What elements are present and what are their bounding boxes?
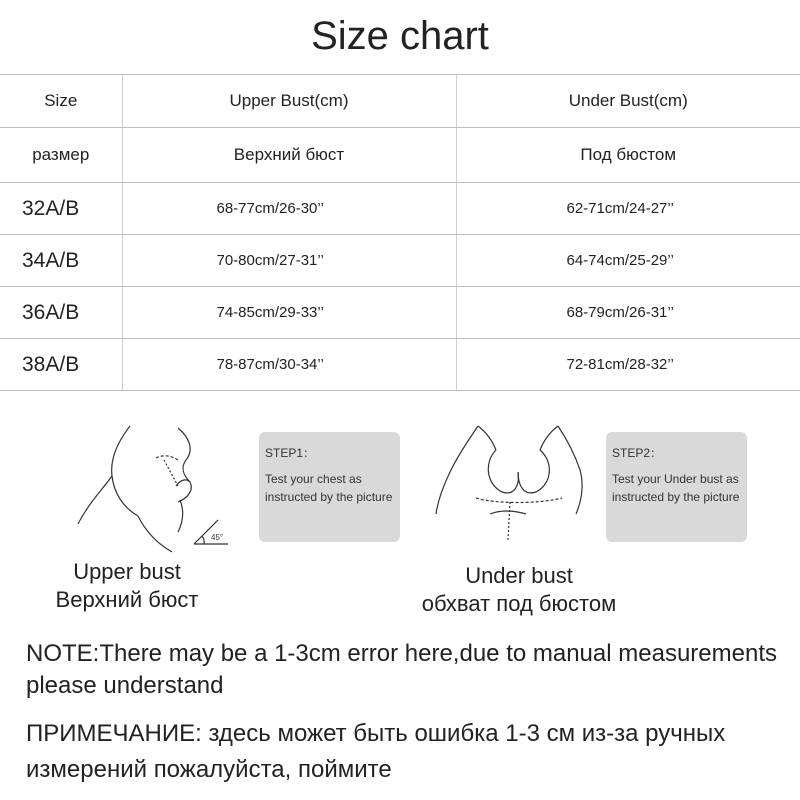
caption-upper-bust-en: Upper bust [73, 559, 181, 584]
tape-line [164, 460, 178, 486]
upper-bust-cell: 74-85cm/29-33’’ [122, 287, 456, 339]
lower-outline [138, 516, 172, 552]
size-cell: 32A/B [0, 183, 122, 235]
table-row [0, 183, 800, 235]
hands-outline [490, 511, 526, 514]
header-size: Size [0, 75, 122, 128]
table-header-row [0, 75, 800, 128]
shoulder-right [540, 426, 558, 450]
caption-upper-bust [30, 558, 224, 614]
step1-box [259, 432, 400, 542]
size-cell: 36A/B [0, 287, 122, 339]
table-row [0, 339, 800, 391]
left-arm-outline [436, 426, 478, 514]
header-size-ru: размер [0, 128, 122, 183]
note-english: NOTE:There may be a 1-3cm error here,due to manual measurements please understand [26, 640, 777, 699]
under-bust-cell: 68-79cm/26-31’’ [456, 287, 800, 339]
header-upper-bust: Upper Bust(cm) [122, 75, 456, 128]
body-outline-left [112, 426, 138, 516]
header-under-bust-ru: Под бюстом [456, 128, 800, 183]
caption-under-bust-ru: обхват под бюстом [421, 591, 617, 616]
table-row [0, 235, 800, 287]
tape-under [476, 498, 562, 503]
page-title: Size chart [311, 14, 489, 58]
size-cell: 34A/B [0, 235, 122, 287]
upper-bust-cell: 78-87cm/30-34’’ [122, 339, 456, 391]
shoulder-left [478, 426, 496, 450]
table-row [0, 287, 800, 339]
caption-under-bust-en: Under bust [465, 563, 573, 588]
step1-text: Test your chest as instructed by the picture [265, 472, 393, 504]
right-arm-outline [558, 426, 582, 514]
angle-arc [202, 536, 204, 544]
under-bust-cell: 62-71cm/24-27’’ [456, 183, 800, 235]
header-upper-bust-ru: Верхний бюст [122, 128, 456, 183]
upper-bust-cell: 70-80cm/27-31’’ [122, 235, 456, 287]
step2-box [606, 432, 747, 542]
angle-label: 45° [211, 533, 224, 542]
upper-bust-illustration [68, 420, 248, 560]
under-bust-illustration [430, 418, 600, 548]
caption-upper-bust-ru: Верхний бюст [55, 587, 199, 612]
step2-text: Test your Under bust as instructed by the picture [612, 472, 740, 504]
tape-top [156, 456, 178, 460]
arm-outline [78, 476, 112, 524]
body-outline-right [178, 428, 191, 502]
under-bust-cell: 64-74cm/25-29’’ [456, 235, 800, 287]
note-russian: ПРИМЕЧАНИЕ: здесь может быть ошибка 1-3 см из-за ручных измерений пожалуйста, поймите [26, 720, 726, 783]
caption-under-bust [396, 562, 642, 618]
size-table [0, 74, 800, 391]
step2-heading: STEP2： [612, 446, 663, 460]
under-bust-cell: 72-81cm/28-32’’ [456, 339, 800, 391]
upper-bust-cell: 68-77cm/26-30’’ [122, 183, 456, 235]
breast-left [488, 450, 518, 493]
step1-heading: STEP1： [265, 446, 316, 460]
tape-hang [508, 502, 510, 540]
table-header-row-ru [0, 128, 800, 183]
size-cell: 38A/B [0, 339, 122, 391]
breast-right [518, 450, 549, 493]
finger-outline [178, 500, 183, 532]
header-under-bust: Under Bust(cm) [456, 75, 800, 128]
